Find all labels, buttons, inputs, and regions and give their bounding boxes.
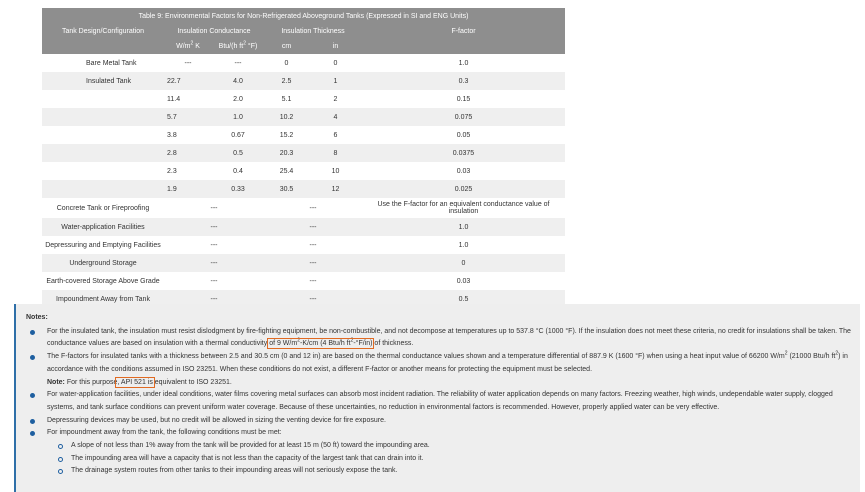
cell-si: 2.3 bbox=[164, 162, 212, 180]
table-row bbox=[42, 54, 565, 72]
header-conductance: Insulation Conductance bbox=[164, 24, 264, 39]
condition-item: A slope of not less than 1% away from the tank will be provided for at least 15 m (50 ft) toward the impounding area. bbox=[47, 440, 852, 453]
cell-eng: 0.4 bbox=[212, 162, 264, 180]
header-thickness: Insulation Thickness bbox=[264, 24, 362, 39]
cell-thickness: --- bbox=[264, 254, 362, 272]
cell-in: 0 bbox=[309, 54, 362, 72]
cell-si: 5.7 bbox=[164, 108, 212, 126]
unit-si: $W/m^2$ K bbox=[164, 39, 212, 54]
cell-si: 1.9 bbox=[164, 180, 212, 198]
cell-thickness: --- bbox=[264, 272, 362, 290]
table-row bbox=[42, 72, 565, 90]
cell-ffactor: 0.03 bbox=[362, 162, 565, 180]
cell-si: --- bbox=[164, 54, 212, 72]
table-row bbox=[42, 236, 565, 254]
notes-panel bbox=[14, 304, 860, 492]
row-label: Impoundment Away from Tank bbox=[42, 290, 164, 308]
cell-cm: 20.3 bbox=[264, 144, 309, 162]
cell-in: 12 bbox=[309, 180, 362, 198]
cell-eng: --- bbox=[212, 54, 264, 72]
unit-in: in bbox=[309, 39, 362, 54]
cell-in: 2 bbox=[309, 90, 362, 108]
cell-cm: 0 bbox=[264, 54, 309, 72]
unit-cm: cm bbox=[264, 39, 309, 54]
cell-in: 10 bbox=[309, 162, 362, 180]
row-label: Underground Storage bbox=[42, 254, 164, 272]
cell-in: 8 bbox=[309, 144, 362, 162]
cell-ffactor: 0.0375 bbox=[362, 144, 565, 162]
note-water: For water-application facilities, under ideal conditions, water films covering metal surfaces can absorb most incident radiation. The reliability of water application depends on many factors. Freezing weather, high winds, undependable water supply, clogged systems, and tank surface conditions can prevent uniform water coverage. Because of these uncertainties, no reduction in environmental factors is recommended. However, properly applied water can be very effective. bbox=[26, 389, 852, 414]
cell-conductance: --- bbox=[164, 236, 264, 254]
cell-eng: 4.0 bbox=[212, 72, 264, 90]
cell-thickness: --- bbox=[264, 198, 362, 218]
table-row bbox=[42, 90, 565, 108]
table-caption: Table 9: Environmental Factors for Non-Refrigerated Aboveground Tanks (Expressed in SI and ENG Units) bbox=[42, 8, 565, 24]
table-row bbox=[42, 144, 565, 162]
row-label bbox=[42, 162, 164, 180]
table-row bbox=[42, 272, 565, 290]
impoundment-conditions bbox=[47, 440, 852, 478]
cell-ffactor: 0.025 bbox=[362, 180, 565, 198]
condition-item: The impounding area will have a capacity that is not less than the capacity of the largest tank that can drain into it. bbox=[47, 453, 852, 466]
row-label: Insulated Tank bbox=[42, 72, 164, 90]
cell-ffactor: 0.03 bbox=[362, 272, 565, 290]
cell-cm: 10.2 bbox=[264, 108, 309, 126]
cell-thickness: --- bbox=[264, 218, 362, 236]
table-row bbox=[42, 218, 565, 236]
row-label: Depressuring and Emptying Facilities bbox=[42, 236, 164, 254]
cell-cm: 25.4 bbox=[264, 162, 309, 180]
cell-thickness: --- bbox=[264, 290, 362, 308]
row-label bbox=[42, 126, 164, 144]
environmental-factors-table bbox=[42, 8, 565, 308]
cell-ffactor: 0.05 bbox=[362, 126, 565, 144]
header-ffactor: F-factor bbox=[362, 24, 565, 39]
cell-ffactor: 1.0 bbox=[362, 236, 565, 254]
cell-thickness: --- bbox=[264, 236, 362, 254]
cell-in: 1 bbox=[309, 72, 362, 90]
cell-eng: 0.5 bbox=[212, 144, 264, 162]
table-units-row bbox=[42, 39, 565, 54]
cell-si: 11.4 bbox=[164, 90, 212, 108]
cell-conductance: --- bbox=[164, 272, 264, 290]
row-label: Bare Metal Tank bbox=[42, 54, 164, 72]
highlight-conductivity: of 9 $W/m^2-K/cm$ (4 Btu/h $ft^2-^\circ F/in$) bbox=[269, 338, 373, 348]
note-insulation: For the insulated tank, the insulation must resist dislodgment by fire-fighting equipment, be non-combustible, and not decompose at temperatures up to 537.8 °C (1000 °F). If the insulation does not meet these criteria, no credit for insulations shall be taken. The conductance values are based on insulation with a thermal conductivity of 9 $W/m^2-K/cm$ (4 Btu/h $ft^2-^\circ F/in$) of thickness. bbox=[26, 326, 852, 351]
row-label bbox=[42, 90, 164, 108]
table-row bbox=[42, 162, 565, 180]
cell-in: 4 bbox=[309, 108, 362, 126]
table-caption-row bbox=[42, 8, 565, 24]
cell-ffactor: 0.15 bbox=[362, 90, 565, 108]
cell-cm: 30.5 bbox=[264, 180, 309, 198]
cell-si: 2.8 bbox=[164, 144, 212, 162]
cell-eng: 2.0 bbox=[212, 90, 264, 108]
cell-in: 6 bbox=[309, 126, 362, 144]
cell-ffactor: 1.0 bbox=[362, 218, 565, 236]
row-label: Concrete Tank or Fireproofing bbox=[42, 198, 164, 218]
cell-eng: 0.67 bbox=[212, 126, 264, 144]
cell-conductance: --- bbox=[164, 254, 264, 272]
cell-cm: 2.5 bbox=[264, 72, 309, 90]
cell-eng: 0.33 bbox=[212, 180, 264, 198]
row-label: Water-application Facilities bbox=[42, 218, 164, 236]
note-impoundment: For impoundment away from the tank, the following conditions must be met: A slope of not less than 1% away from the tank will be provided for at least 15 m (50 ft) toward the impounding area. The impounding area will have a capacity that is not less than the capacity of the largest tank that can drain into it. The drainage system routes from other tanks to their impounding areas will not seriously expose the tank. bbox=[26, 427, 852, 478]
table-row bbox=[42, 254, 565, 272]
cell-ffactor: 1.0 bbox=[362, 54, 565, 72]
cell-conductance: --- bbox=[164, 218, 264, 236]
cell-si: 22.7 bbox=[164, 72, 212, 90]
notes-title: Notes: bbox=[26, 314, 48, 321]
cell-ffactor: 0 bbox=[362, 254, 565, 272]
row-label: Earth-covered Storage Above Grade bbox=[42, 272, 164, 290]
table-header-row bbox=[42, 24, 565, 39]
header-empty bbox=[42, 39, 164, 54]
cell-conductance: --- bbox=[164, 198, 264, 218]
table-row bbox=[42, 198, 565, 218]
cell-cm: 5.1 bbox=[264, 90, 309, 108]
row-label bbox=[42, 108, 164, 126]
notes-list bbox=[26, 326, 852, 478]
header-empty-f bbox=[362, 39, 565, 54]
cell-eng: 1.0 bbox=[212, 108, 264, 126]
cell-ffactor: 0.3 bbox=[362, 72, 565, 90]
row-label bbox=[42, 144, 164, 162]
note-label: Note: bbox=[47, 378, 65, 386]
cell-si: 3.8 bbox=[164, 126, 212, 144]
unit-eng: Btu/(h $ft^2$ °F) bbox=[212, 39, 264, 54]
highlight-api521: , API 521 is bbox=[117, 378, 153, 386]
cell-cm: 15.2 bbox=[264, 126, 309, 144]
cell-conductance: --- bbox=[164, 290, 264, 308]
note-depressuring: Depressuring devices may be used, but no credit will be allowed in sizing the venting device for fire exposure. bbox=[26, 415, 852, 428]
table-row bbox=[42, 108, 565, 126]
note-ffactors: The F-factors for insulated tanks with a thickness between 2.5 and 30.5 cm (0 and 12 in) are based on the thermal conductance values shown and a temperature differential of 887.9 K (1600 °F) when using a heat input value of 66200 $W/m^2$ (21000 Btu/h $ft^2$) in accordance with the conditions assumed in ISO 23251. When these conditions do not exist, a different F-factor or another means for protecting the equipment must be selected. Note: For this purpose, API 521 is equivalent to ISO 23251. bbox=[26, 351, 852, 389]
cell-ffactor: Use the F-factor for an equivalent conductance value of insulation bbox=[362, 198, 565, 218]
row-label bbox=[42, 180, 164, 198]
header-design: Tank Design/Configuration bbox=[42, 24, 164, 39]
table-row bbox=[42, 126, 565, 144]
cell-ffactor: 0.5 bbox=[362, 290, 565, 308]
cell-ffactor: 0.075 bbox=[362, 108, 565, 126]
table-row bbox=[42, 180, 565, 198]
condition-item: The drainage system routes from other tanks to their impounding areas will not seriously expose the tank. bbox=[47, 465, 852, 478]
